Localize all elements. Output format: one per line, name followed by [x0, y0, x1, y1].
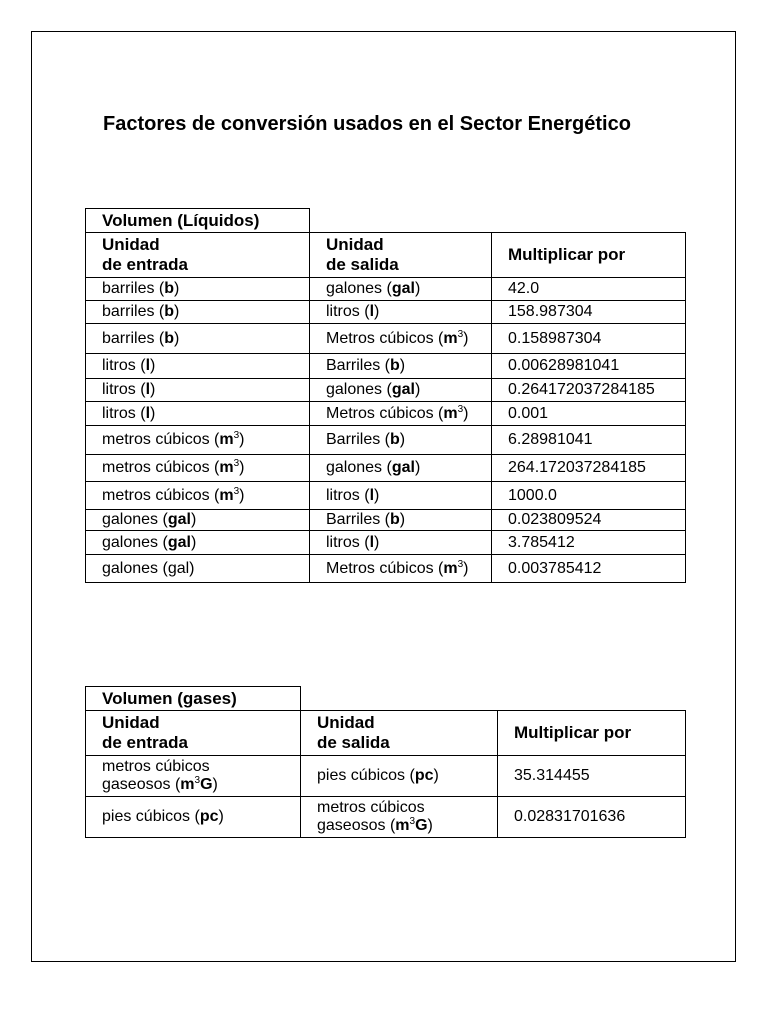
input-unit-cell: metros cúbicos $(m^3)$ [86, 482, 310, 510]
table-row [86, 510, 686, 531]
table-row [86, 455, 686, 482]
input-unit-cell: barriles (b) [86, 278, 310, 301]
factor-cell: 3.785412 [492, 531, 686, 555]
factor-cell: 264.172037284185 [492, 455, 686, 482]
liquids-header-row [86, 233, 686, 278]
output-unit-cell: Metros cúbicos $(m^3)$ [310, 324, 492, 354]
factor-cell: 0.158987304 [492, 324, 686, 354]
page-title: Factores de conversión usados en el Sector Energético [103, 113, 631, 135]
input-unit-cell: pies cúbicos (pc) [86, 797, 301, 838]
table-row [86, 354, 686, 379]
input-unit-cell: galones (gal) [86, 531, 310, 555]
liquids-conversion-table [85, 208, 686, 583]
table-row [86, 379, 686, 402]
factor-cell: 35.314455 [498, 756, 686, 797]
header-output-unit: Unidad de salida [301, 711, 498, 756]
factor-cell: 42.0 [492, 278, 686, 301]
input-unit-cell: litros (l) [86, 354, 310, 379]
output-unit-cell: metros cúbicos gaseosos $(m^3G)$ [301, 797, 498, 838]
input-unit-cell: litros (l) [86, 379, 310, 402]
output-unit-cell: galones (gal) [310, 379, 492, 402]
output-unit-cell: Metros cúbicos $(m^3)$ [310, 402, 492, 426]
output-unit-cell: litros (l) [310, 482, 492, 510]
output-unit-cell: galones (gal) [310, 455, 492, 482]
output-unit-cell: Barriles (b) [310, 426, 492, 455]
liquids-section-label: Volumen (Líquidos) [86, 209, 310, 233]
output-unit-cell: galones (gal) [310, 278, 492, 301]
factor-cell: 0.02831701636 [498, 797, 686, 838]
header-output-unit: Unidad de salida [310, 233, 492, 278]
factor-cell: 0.00628981041 [492, 354, 686, 379]
table-row [86, 756, 686, 797]
input-unit-cell: galones (gal) [86, 510, 310, 531]
factor-cell: 0.264172037284185 [492, 379, 686, 402]
input-unit-cell: galones (gal) [86, 555, 310, 583]
table-row [86, 402, 686, 426]
output-unit-cell: pies cúbicos (pc) [301, 756, 498, 797]
output-unit-cell: Barriles (b) [310, 510, 492, 531]
header-input-unit: Unidad de entrada [86, 233, 310, 278]
output-unit-cell: Metros cúbicos $(m^3)$ [310, 555, 492, 583]
table-row [86, 531, 686, 555]
factor-cell: 0.023809524 [492, 510, 686, 531]
gases-header-row [86, 711, 686, 756]
gases-section-label: Volumen (gases) [86, 687, 301, 711]
input-unit-cell: metros cúbicos $(m^3)$ [86, 426, 310, 455]
factor-cell: 0.003785412 [492, 555, 686, 583]
input-unit-cell: litros (l) [86, 402, 310, 426]
input-unit-cell: barriles (b) [86, 301, 310, 324]
input-unit-cell: metros cúbicos gaseosos $(m^3G)$ [86, 756, 301, 797]
input-unit-cell: metros cúbicos $(m^3)$ [86, 455, 310, 482]
table-row [86, 324, 686, 354]
gases-conversion-table [85, 686, 686, 838]
header-input-unit: Unidad de entrada [86, 711, 301, 756]
output-unit-cell: litros (l) [310, 301, 492, 324]
table-row [86, 301, 686, 324]
table-row [86, 426, 686, 455]
input-unit-cell: barriles (b) [86, 324, 310, 354]
factor-cell: 6.28981041 [492, 426, 686, 455]
header-factor: Multiplicar por [492, 233, 686, 278]
header-factor: Multiplicar por [498, 711, 686, 756]
table-row [86, 555, 686, 583]
factor-cell: 1000.0 [492, 482, 686, 510]
table-row [86, 482, 686, 510]
output-unit-cell: Barriles (b) [310, 354, 492, 379]
table-row [86, 797, 686, 838]
factor-cell: 0.001 [492, 402, 686, 426]
table-row [86, 278, 686, 301]
factor-cell: 158.987304 [492, 301, 686, 324]
output-unit-cell: litros (l) [310, 531, 492, 555]
